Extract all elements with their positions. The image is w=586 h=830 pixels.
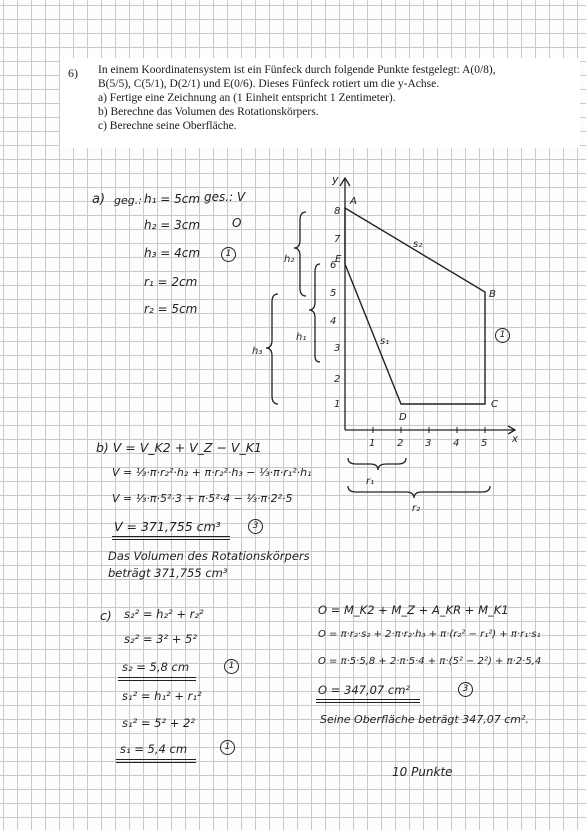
underline-surface-1 (316, 699, 420, 700)
given-h2: h₂ = 3cm (144, 218, 201, 232)
given-r2: r₂ = 5cm (144, 302, 198, 316)
score-s2: 1 (224, 659, 239, 674)
y-tick-6: 6 (330, 260, 337, 271)
point-C: C (491, 399, 498, 410)
s1-result: s₁ = 5,4 cm (120, 742, 188, 756)
task-line-3: a) Fertige eine Zeichnung an (1 Einheit entspricht 1 Zentimeter). (98, 92, 396, 104)
part-a-label: a) (92, 192, 106, 207)
sought: ges.: V (204, 190, 246, 204)
given-label: geg.: (114, 194, 142, 207)
task-statement (60, 58, 580, 148)
pentagon (345, 208, 485, 404)
volume-answer-2: beträgt 371,755 cm³ (108, 566, 228, 580)
y-tick-1: 1 (334, 399, 341, 410)
s1-values: s₁² = 5² + 2² (122, 716, 195, 730)
task-line-1: In einem Koordinatensystem ist ein Fünfeck durch folgende Punkte festgelegt: A(0/8), (98, 64, 496, 76)
x-tick-3: 3 (425, 438, 432, 449)
part-c-label: c) (100, 608, 112, 623)
task-line-4: b) Berechne das Volumen des Rotationskörpers. (98, 106, 319, 118)
label-h3: h₃ (252, 346, 263, 357)
score-c: 3 (458, 682, 473, 697)
task-line-5: c) Berechne seine Oberfläche. (98, 120, 237, 132)
part-b-line-2: V = ⅓·π·r₂²·h₂ + π·r₂²·h₃ − ⅓·π·r₁²·h₁ (112, 466, 312, 479)
label-r2: r₂ (412, 503, 421, 514)
sought-O: O (232, 216, 242, 230)
s2-result: s₂ = 5,8 cm (122, 660, 190, 674)
side-s1: s₁ (380, 336, 390, 347)
y-tick-2: 2 (334, 374, 341, 385)
brace-h2 (294, 212, 306, 296)
point-E: E (335, 254, 342, 265)
x-tick-1: 1 (369, 438, 376, 449)
y-tick-5: 5 (330, 288, 337, 299)
surface-values: O = π·5·5,8 + 2·π·5·4 + π·(5² − 2²) + π·2·5,4 (318, 656, 542, 667)
label-h2: h₂ (284, 254, 295, 265)
x-axis-label: x (512, 434, 518, 445)
underline-surface-2 (316, 702, 420, 703)
point-A: A (350, 196, 357, 207)
brace-r1 (348, 458, 406, 470)
part-b-line-3: V = ⅓·π·5²·3 + π·5²·4 − ⅓·π·2²·5 (112, 492, 293, 505)
label-h1: h₁ (296, 332, 307, 343)
given-r1: r₁ = 2cm (144, 275, 198, 289)
score-b: 3 (248, 519, 263, 534)
underline-s2-1 (118, 677, 196, 678)
s2-formula: s₂² = h₂² + r₂² (124, 607, 204, 621)
y-tick-8: 8 (334, 206, 341, 217)
given-h3: h₃ = 4cm (144, 246, 201, 260)
score-drawing: 1 (495, 328, 510, 343)
label-r1: r₁ (366, 476, 375, 487)
x-tick-2: 2 (397, 438, 404, 449)
part-b-line-1: b) V = V_K2 + V_Z − V_K1 (96, 440, 262, 455)
brace-h1 (309, 264, 320, 362)
brace-h3 (266, 294, 278, 404)
given-h1: h₁ = 5cm (144, 192, 201, 206)
underline-volume-2 (112, 539, 230, 540)
underline-s2-2 (118, 680, 196, 681)
x-tick-4: 4 (453, 438, 460, 449)
surface-expanded: O = π·r₂·s₂ + 2·π·r₂·h₃ + π·(r₂² − r₁²) + π·r₁·s₁ (318, 629, 541, 640)
task-line-2: B(5/5), C(5/1), D(2/1) und E(0/6). Dieses Fünfeck rotiert um die y-Achse. (98, 78, 440, 90)
y-tick-3: 3 (334, 343, 341, 354)
point-B: B (489, 289, 496, 300)
surface-result: O = 347,07 cm² (318, 683, 411, 697)
y-axis-label: y (332, 173, 339, 186)
volume-result: V = 371,755 cm³ (114, 519, 221, 534)
s2-values: s₂² = 3² + 5² (124, 632, 197, 646)
side-s2: s₂ (413, 239, 423, 250)
brace-r2 (348, 486, 490, 498)
point-D: D (399, 412, 407, 423)
volume-answer-1: Das Volumen des Rotationskörpers (108, 549, 310, 563)
underline-volume-1 (112, 536, 230, 537)
y-tick-4: 4 (330, 316, 337, 327)
underline-s1-1 (116, 759, 196, 760)
x-tick-5: 5 (481, 438, 488, 449)
surface-formula: O = M_K2 + M_Z + A_KR + M_K1 (318, 603, 509, 617)
surface-answer: Seine Oberfläche beträgt 347,07 cm². (320, 713, 529, 726)
underline-s1-2 (116, 762, 196, 763)
score-a: 1 (221, 247, 236, 262)
total-points: 10 Punkte (392, 765, 453, 779)
task-number: 6) (68, 66, 78, 80)
y-tick-7: 7 (334, 234, 341, 245)
s1-formula: s₁² = h₁² + r₁² (122, 689, 202, 703)
score-s1: 1 (220, 740, 235, 755)
